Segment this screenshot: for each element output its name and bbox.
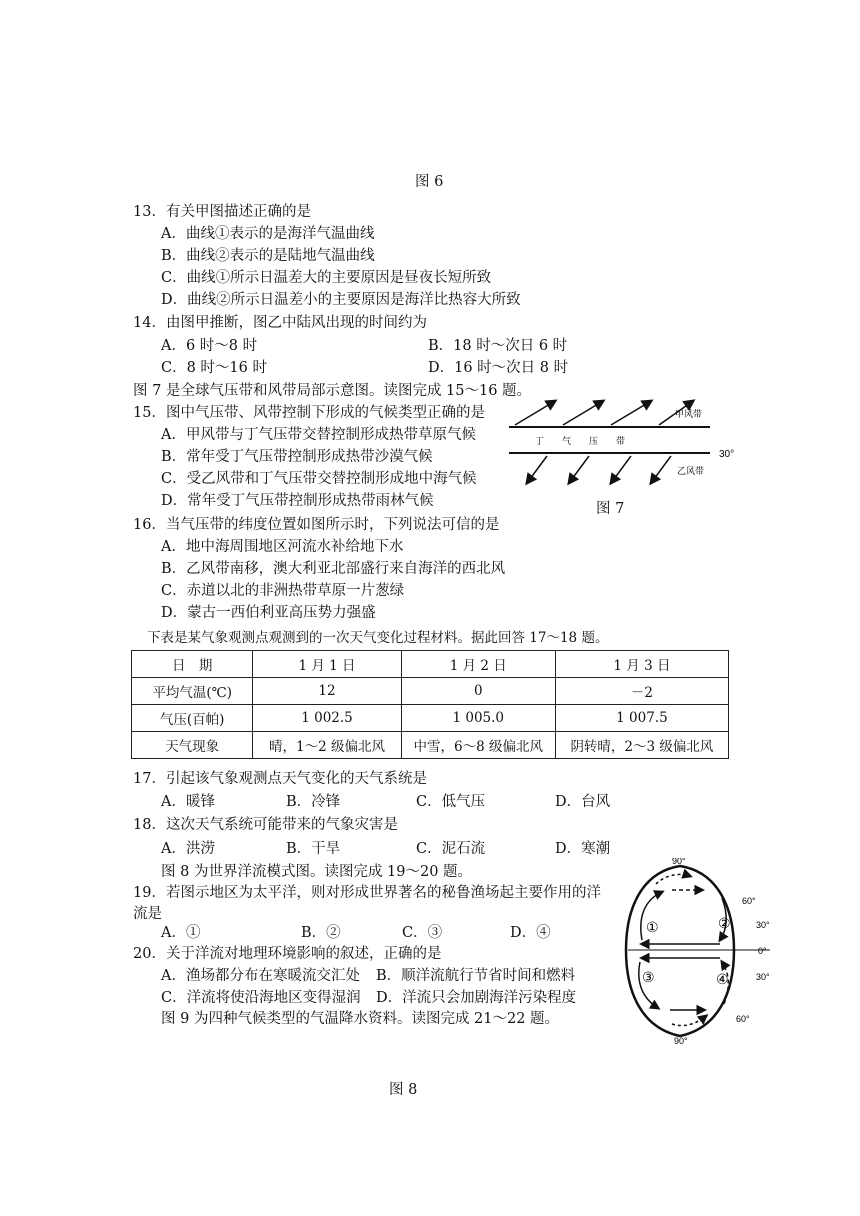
fig7-arrow-down-2	[569, 456, 589, 483]
q15-option-d: D．常年受丁气压带控制形成热带雨林气候	[161, 493, 434, 509]
fig7-arrow-up-2	[563, 401, 603, 425]
table-header-cell: 1 月 2 日	[401, 651, 555, 678]
fig7-label-yi: 乙风带	[677, 466, 705, 476]
table-cell: 天气现象	[132, 732, 253, 759]
q17-option-d: D．台风	[555, 794, 611, 810]
q20-option-c: C．洋流将使沿海地区变得湿润	[161, 990, 361, 1006]
fig6-caption: 图 6	[415, 174, 444, 190]
q14-option-b: B．18 时～次日 6 时	[428, 338, 568, 354]
fig7-caption: 图 7	[596, 501, 625, 517]
fig8-lat-30n: 30°	[756, 920, 770, 930]
fig8-diagram	[612, 858, 790, 1044]
q15-option-a: A．甲风带与丁气压带交替控制形成热带草原气候	[161, 427, 476, 443]
q13-option-c: C．曲线①所示日温差大的主要原因是昼夜长短所致	[161, 270, 492, 286]
q17-option-b: B．冷锋	[286, 794, 341, 810]
fig8-label-1: ①	[646, 920, 659, 936]
fig8-lat-30s: 30°	[756, 972, 770, 982]
q14-stem: 14．由图甲推断，图乙中陆风出现的时间约为	[133, 315, 427, 331]
table-intro: 下表是某气象观测点观测到的一次天气变化过程材料。据此回答 17～18 题。	[147, 630, 609, 646]
q15-option-b: B．常年受丁气压带控制形成热带沙漠气候	[161, 449, 433, 465]
table-header-row	[132, 651, 729, 678]
q17-option-a: A．暖锋	[161, 794, 215, 810]
q13-option-a: A．曲线①表示的是海洋气温曲线	[161, 226, 375, 242]
q14-option-c: C．8 时～16 时	[161, 360, 267, 376]
q20-option-a: A．渔场都分布在寒暖流交汇处	[161, 968, 360, 984]
q14-option-d: D．16 时～次日 8 时	[428, 360, 569, 376]
q20-stem: 20．关于洋流对地理环境影响的叙述，正确的是	[133, 946, 442, 962]
q16-option-a: A．地中海周围地区河流水补给地下水	[161, 539, 404, 555]
q15-stem: 15．图中气压带、风带控制下形成的气候类型正确的是	[133, 405, 485, 421]
q19-option-a: A．①	[161, 925, 201, 941]
fig7-label-lat: 30°	[719, 449, 735, 460]
fig7-arrow-up-3	[611, 401, 651, 425]
fig7-arrow-down-4	[651, 456, 671, 483]
fig7-label-jia: 甲风带	[675, 409, 703, 419]
q20-option-b: B．顺洋流航行节省时间和燃料	[376, 968, 576, 984]
weather-table	[131, 650, 729, 759]
fig8-current-polar-n	[656, 874, 690, 884]
fig7-arrow-down-1	[527, 456, 547, 483]
fig8-lat-90n: 90°	[672, 858, 686, 866]
table-cell: 平均气温(℃)	[132, 678, 253, 705]
fig8-lat-60s: 60°	[736, 1014, 750, 1024]
q19-stem-line2: 流是	[133, 906, 162, 922]
table-cell: 0	[401, 678, 555, 705]
fig8-current-polar-s	[672, 1016, 706, 1026]
fig7-intro: 图 7 是全球气压带和风带局部示意图。读图完成 15～16 题。	[133, 383, 532, 399]
fig8-lat-90s: 90°	[674, 1036, 688, 1044]
q18-option-b: B．干旱	[286, 841, 341, 857]
table-row	[132, 678, 729, 705]
table-cell: 12	[253, 678, 401, 705]
table-cell: 阴转晴，2～3 级偏北风	[555, 732, 728, 759]
q13-option-d: D．曲线②所示日温差小的主要原因是海洋比热容大所致	[161, 292, 521, 308]
table-header-cell: 1 月 1 日	[253, 651, 401, 678]
q15-option-c: C．受乙风带和丁气压带交替控制形成地中海气候	[161, 471, 477, 487]
fig8-intro: 图 8 为世界洋流模式图。读图完成 19～20 题。	[161, 864, 473, 880]
fig7-arrow-down-3	[611, 456, 631, 483]
q20-option-d: D．洋流只会加剧海洋污染程度	[376, 990, 577, 1006]
q19-option-b: B．②	[301, 925, 341, 941]
q16-stem: 16．当气压带的纬度位置如图所示时，下列说法可信的是	[133, 517, 500, 533]
fig7-arrow-up-1	[515, 401, 555, 425]
q18-stem: 18．这次天气系统可能带来的气象灾害是	[133, 817, 398, 833]
table-cell: 1 007.5	[555, 705, 728, 732]
q13-stem: 13．有关甲图描述正确的是	[133, 204, 311, 220]
q18-option-d: D．寒潮	[555, 841, 611, 857]
q14-option-a: A．6 时～8 时	[161, 338, 258, 354]
q17-option-c: C．低气压	[416, 794, 486, 810]
q19-stem-line1: 19．若图示地区为太平洋，则对形成世界著名的秘鲁渔场起主要作用的洋	[133, 885, 601, 901]
table-cell: 气压(百帕)	[132, 705, 253, 732]
q16-option-c: C．赤道以北的非洲热带草原一片葱绿	[161, 583, 405, 599]
table-row	[132, 732, 729, 759]
q16-option-b: B．乙风带南移，澳大利亚北部盛行来自海洋的西北风	[161, 561, 506, 577]
fig7-label-ding: 丁 气 压 带	[535, 436, 626, 446]
table-cell: 1 005.0	[401, 705, 555, 732]
table-cell: 中雪，6～8 级偏北风	[401, 732, 555, 759]
q13-option-b: B．曲线②表示的是陆地气温曲线	[161, 248, 375, 264]
table-header-cell: 日 期	[132, 651, 253, 678]
q18-option-a: A．洪涝	[161, 841, 215, 857]
fig8-label-3: ③	[642, 970, 655, 986]
fig8-label-4: ④	[716, 972, 729, 988]
q17-stem: 17．引起该气象观测点天气变化的天气系统是	[133, 771, 427, 787]
fig7-diagram	[505, 395, 755, 490]
table-cell: 晴，1～2 级偏北风	[253, 732, 401, 759]
fig8-lat-60n: 60°	[742, 896, 756, 906]
q16-option-d: D．蒙古一西伯利亚高压势力强盛	[161, 605, 376, 621]
fig8-label-2: ②	[718, 916, 731, 932]
q18-option-c: C．泥石流	[416, 841, 486, 857]
table-cell: －2	[555, 678, 728, 705]
q19-option-d: D．④	[510, 925, 551, 941]
table-cell: 1 002.5	[253, 705, 401, 732]
fig9-intro: 图 9 为四种气候类型的气温降水资料。读图完成 21～22 题。	[161, 1011, 560, 1027]
q19-option-c: C．③	[402, 925, 443, 941]
table-header-cell: 1 月 3 日	[555, 651, 728, 678]
table-row	[132, 705, 729, 732]
fig8-caption: 图 8	[389, 1082, 418, 1098]
fig8-lat-0: 0°	[758, 946, 767, 956]
